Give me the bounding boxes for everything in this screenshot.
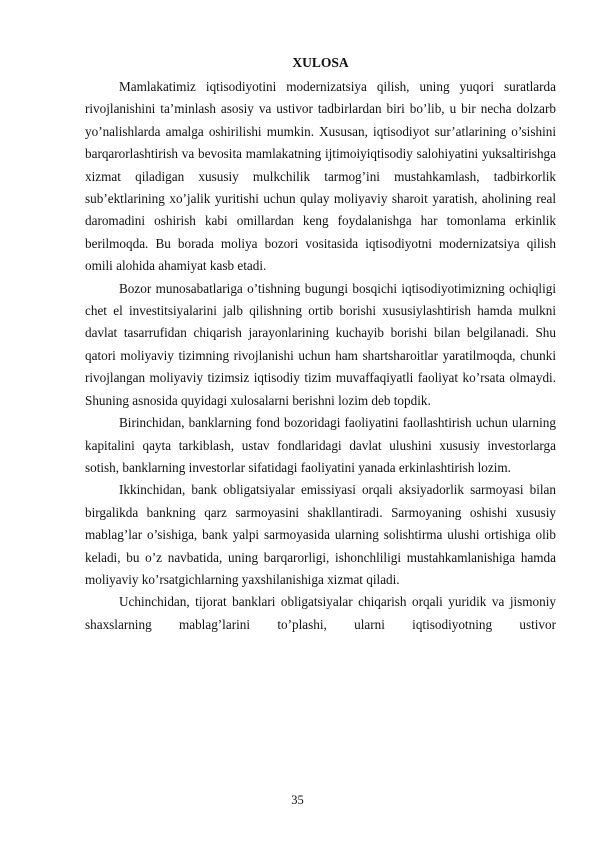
paragraph-1: Mamlakatimiz iqtisodiyotini modernizatsiya qilish, uning yuqori suratlarda rivojlanishini ta’minlash asosiy va ustivor tadbirlardan biri bo’lib, u bir necha dolzarb yo’nalishlarda amalga oshirilishi mumkin. Xususan, iqtisodiyot sur’atlarining o’sishini barqarorlashtirish va bevosita mamlakatning ijtimoiyiqtisodiy salohiyatini yuksaltirishga xizmat qiladigan xususiy mulkchilik tarmog’ini mustahkamlash, tadbirkorlik sub’ektlarining xo’jalik yuritishi uchun qulay moliyaviy sharoit yaratish, aholining real daromadini oshirish kabi omillardan keng foydalanishga har tomonlama erkinlik berilmoqda. Bu borada moliya bozori vositasida iqtisodiyotni modernizatsiya qilish omili alohida ahamiyat kasb etadi. [85,79,556,274]
paragraph-5: Uchinchidan, tijorat banklari obligatsiyalar chiqarish orqali yuridik va jismoniy shaxslarning mablag’larini to’plashi, ularni iqtisodiyotning ustivor [85,594,556,632]
paragraph-3: Birinchidan, banklarning fond bozoridagi faoliyatini faollashtirish uchun ularning kapitalini qayta tarkiblash, ustav fondlaridagi davlat ulushini xususiy investorlarga sotish, banklarning investorlar sifatidagi faoliyatini yanada erkinlashtirish lozim. [85,415,556,475]
document-page [85,54,556,636]
page-number: 35 [291,793,304,807]
paragraph-2: Bozor munosabatlariga o’tishning bugungi bosqichi iqtisodiyotimizning ochiqligi chet el investitsiyalarini jalb qilishning ortib borishi xususiylashtirish hamda mulkni davlat tasarrufidan chiqarish jarayonlarining kuchayib borishi bilan belgilanadi. Shu qatori moliyaviy tizimning rivojlanishi uchun ham shartsharoitlar yaratilmoqda, chunki rivojlangan moliyaviy tizimsiz iqtisodiy tizim muvaffaqiyatli faoliyat ko’rsata olmaydi. Shuning asnosida quyidagi xulosalarni berishni lozim deb topdik. [85,280,556,408]
document-title: XULOSA [292,55,349,70]
paragraph-4: Ikkinchidan, bank obligatsiyalar emissiyasi orqali aksiyadorlik sarmoyasi bilan birgalikda bankning qarz sarmoyasini shakllantiradi. Sarmoyaning oshishi xususiy mablag’lar o’sishiga, bank yalpi sarmoyasida ularning solishtirma ulushi ortishiga olib keladi, bu o’z navbatida, uning barqarorligi, ishonchliligi mustahkamlanishiga hamda moliyaviy ko’rsatgichlarning yaxshilanishiga xizmat qiladi. [85,482,556,587]
